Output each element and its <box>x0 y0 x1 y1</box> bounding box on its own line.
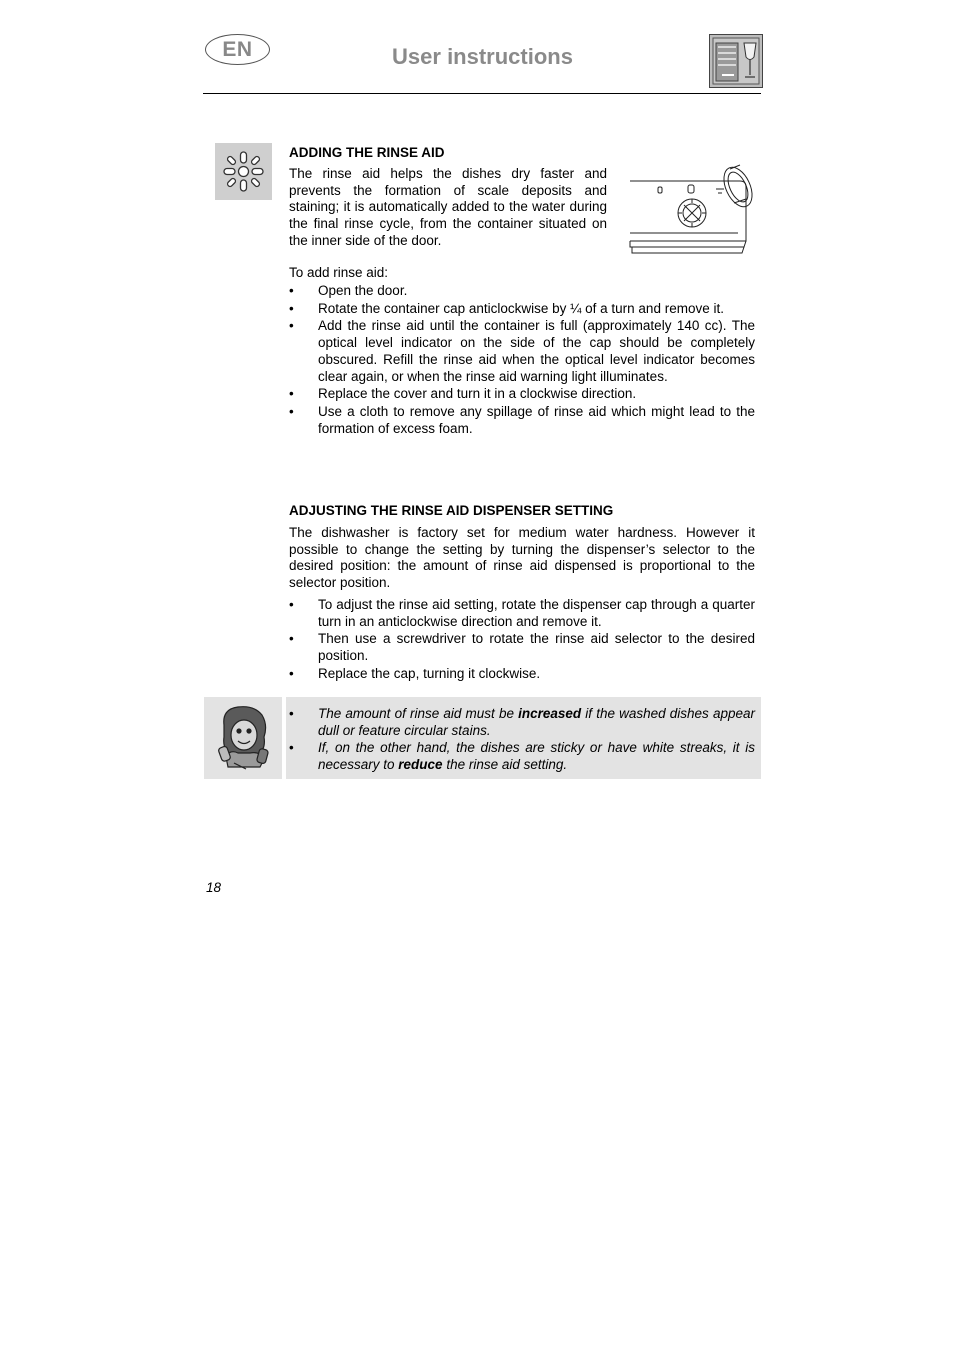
cartoon-woman-icon <box>204 697 282 779</box>
list-item: • Rotate the container cap anticlockwise by ¼ of a turn and remove it. <box>289 301 755 318</box>
note-item-increase <box>289 706 755 739</box>
list-item: • To adjust the rinse aid setting, rotate the dispenser cap through a quarter turn in an anticlockwise direction and remove it. <box>289 597 755 630</box>
list-item: • Use a cloth to remove any spillage of rinse aid which might lead to the formation of excess foam. <box>289 404 755 437</box>
note-text: the rinse aid setting. <box>442 757 568 773</box>
header-divider <box>203 93 761 94</box>
page-title: User instructions <box>392 44 573 69</box>
note-emphasis: increased <box>518 706 582 721</box>
rinse-aid-dispenser-illustration <box>628 163 758 255</box>
note-text: The amount of rinse aid must be <box>318 706 519 721</box>
rinse-aid-icon <box>215 143 272 200</box>
section-heading-adjusting-dispenser: ADJUSTING THE RINSE AID DISPENSER SETTING <box>289 503 614 518</box>
list-item: • Open the door. <box>289 283 755 300</box>
note-text: if the washed dishes appear dull or feature circular stains. <box>318 706 755 738</box>
list-item: • Add the rinse aid until the container is full (approximately 140 cc). The optical level indicator on the side of the cap should be completely obscured. Refill the rinse aid when the optical level indicator becomes clear again, or when the rinse aid warning light illuminates. <box>289 318 755 385</box>
note-emphasis: reduce <box>398 757 443 773</box>
language-badge: EN <box>205 34 270 65</box>
note-icon-box <box>204 697 282 779</box>
list-item: • Replace the cap, turning it clockwise. <box>289 666 755 683</box>
dispenser-setting-intro: The dishwasher is factory set for medium water hardness. However it possible to change the setting by turning the dispenser’s selector to the desired position: the amount of rinse aid dispensed is proportional to the selector position. <box>289 525 755 591</box>
dispenser-setting-steps <box>289 597 755 683</box>
note-list <box>289 706 755 774</box>
list-item: • Replace the cover and turn it in a clockwise direction. <box>289 386 755 403</box>
rinse-aid-intro: The rinse aid helps the dishes dry faster and prevents the formation of scale deposits and staining; it is automatically added to the water during the final rinse cycle, from the container situated on the inner side of the door. <box>289 166 607 248</box>
note-item-reduce <box>289 740 755 773</box>
page-number: 18 <box>206 880 222 895</box>
list-item: • Then use a screwdriver to rotate the rinse aid selector to the desired position. <box>289 631 755 664</box>
add-rinse-aid-steps <box>289 283 755 437</box>
rinse-aid-lead: To add rinse aid: <box>289 265 389 280</box>
note-text: If, on the other hand, the dishes are sticky or have white streaks, it is necessary to <box>318 740 755 773</box>
section-heading-adding-rinse-aid: ADDING THE RINSE AID <box>289 145 445 160</box>
dishwasher-icon <box>709 34 763 88</box>
